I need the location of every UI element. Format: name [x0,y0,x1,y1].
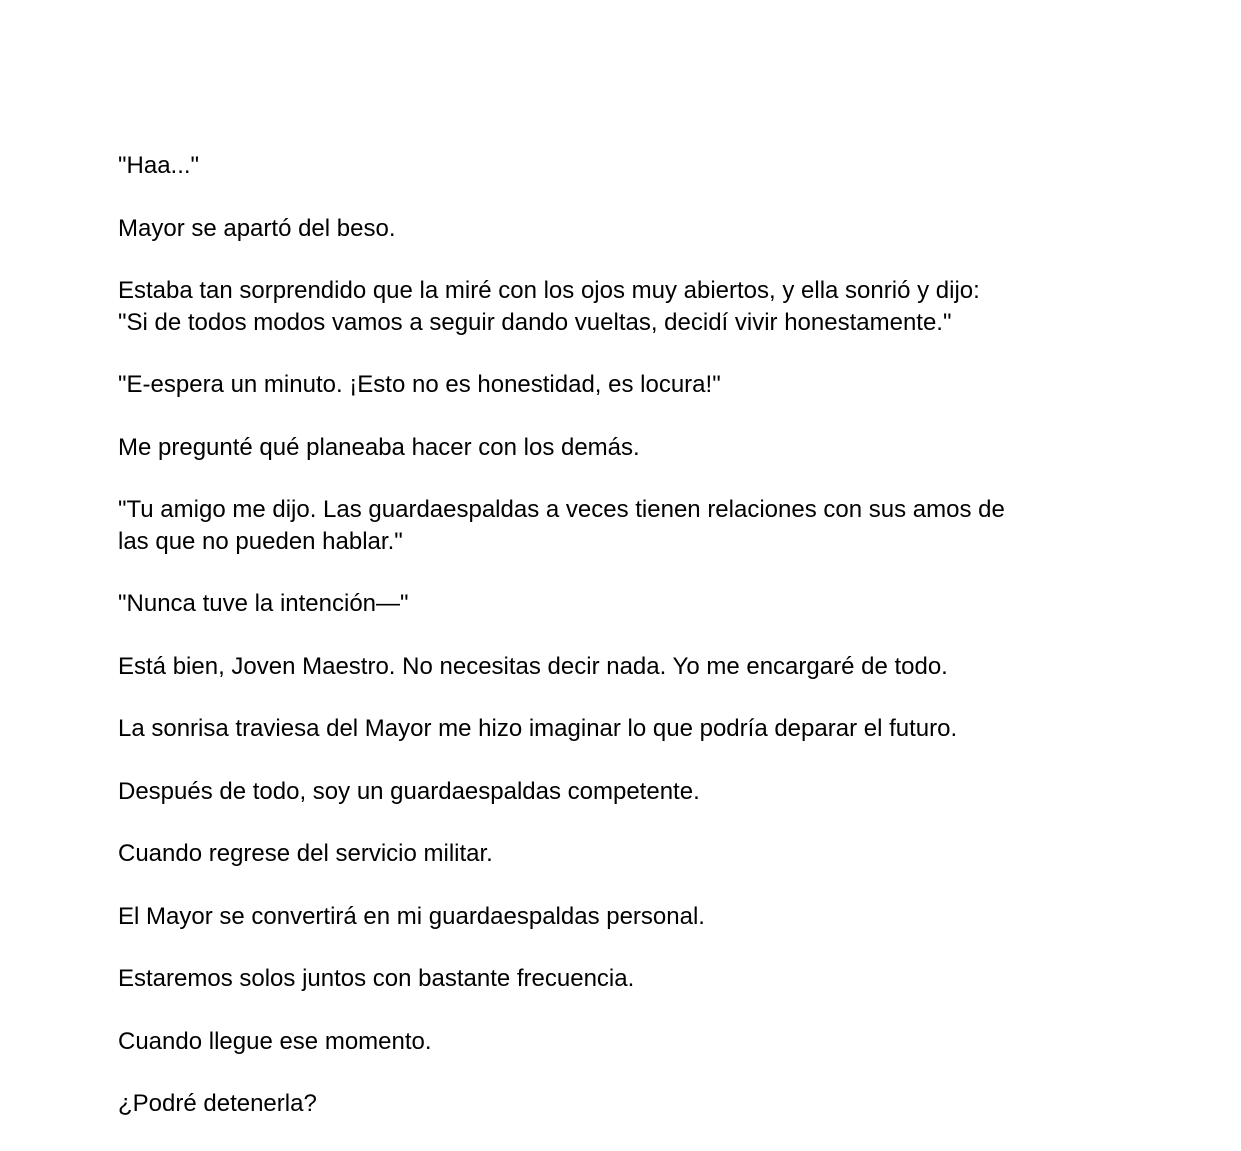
paragraph [118,1088,1128,1120]
paragraph [118,213,1128,245]
text-line: "Haa..." [118,152,200,179]
text-line: Después de todo, soy un guardaespaldas competente. [118,777,700,805]
text-line: Cuando regrese del servicio militar. [118,840,493,867]
paragraph [118,432,1128,464]
text-line: El Mayor se convertirá en mi guardaespaldas personal. [118,902,705,930]
text-line: La sonrisa traviesa del Mayor me hizo imaginar lo que podría deparar el futuro. [118,715,958,742]
text-line: las que no pueden hablar." [118,527,403,555]
text-line: ¿Podré detenerla? [118,1090,317,1117]
paragraph [118,275,1128,338]
text-line: Está bien, Joven Maestro. No necesitas decir nada. Yo me encargaré de todo. [118,652,948,680]
paragraph [118,963,1128,995]
text-line: "E-espera un minuto. ¡Esto no es honestidad, es locura!" [118,371,721,398]
paragraph [118,588,1128,620]
text-line: Cuando llegue ese momento. [118,1027,432,1055]
text-line: Me pregunté qué planeaba hacer con los demás. [118,433,640,461]
text-line: Mayor se apartó del beso. [118,214,396,242]
paragraph [118,651,1128,683]
paragraph [118,1026,1128,1058]
paragraph [118,494,1128,557]
paragraph [118,838,1128,870]
text-line: "Tu amigo me dijo. Las guardaespaldas a veces tienen relaciones con sus amos de [118,496,1005,523]
text-line: Estaremos solos juntos con bastante frecuencia. [118,965,635,992]
document-page [118,150,1128,1151]
paragraph [118,901,1128,933]
text-line: Estaba tan sorprendido que la miré con los ojos muy abiertos, y ella sonrió y dijo: [118,277,980,304]
text-line: "Si de todos modos vamos a seguir dando vueltas, decidí vivir honestamente." [118,308,952,336]
paragraph [118,713,1128,745]
text-line: "Nunca tuve la intención—" [118,590,409,617]
paragraph [118,369,1128,401]
paragraph [118,776,1128,808]
paragraph [118,150,1128,182]
